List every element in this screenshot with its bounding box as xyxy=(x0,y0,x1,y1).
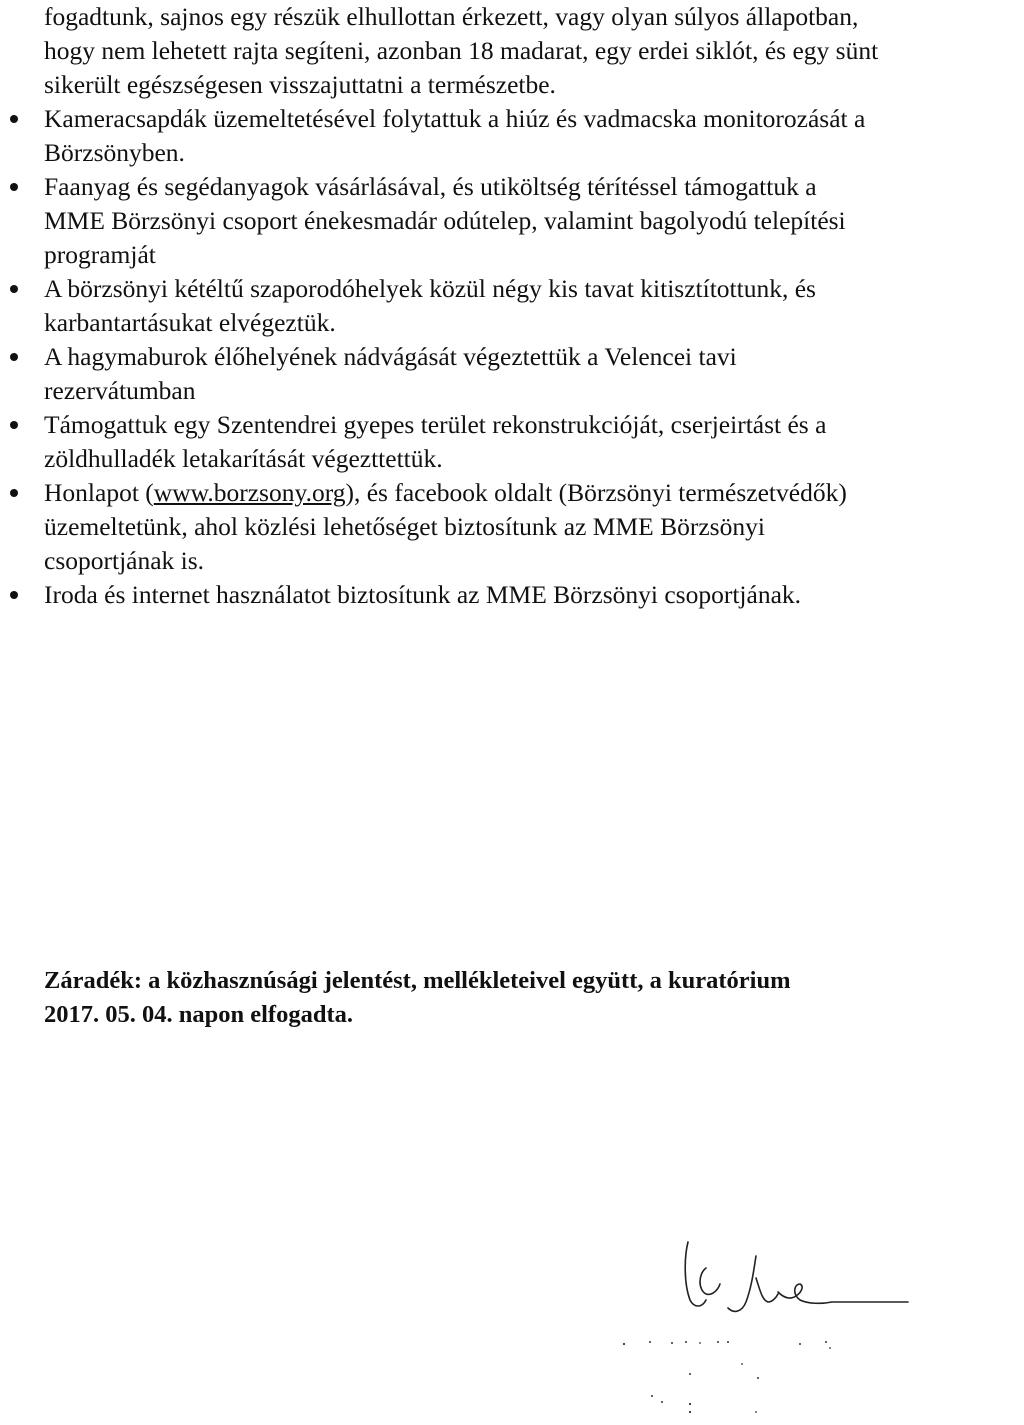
list-item xyxy=(44,340,1020,408)
list-item-text: Támogattuk egy Szentendrei gyepes terület rekonstrukcióját, cserjeirtást és a zöldhulladék letakarítását végezttettük. xyxy=(44,410,827,473)
bullet-icon xyxy=(10,285,18,293)
website-link[interactable]: www.borzsony.org xyxy=(153,478,346,507)
bullet-icon xyxy=(10,353,18,361)
list-item-text: Iroda és internet használatot biztosítunk az MME Börzsönyi csoportjának. xyxy=(44,580,802,609)
bullet-icon xyxy=(10,489,18,497)
website-text-after: ), és facebook oldalt (Börzsönyi természetvédők) üzemeltetünk, ahol közlési lehetőséget biztosítunk az MME Börzsönyi csoportjának is. xyxy=(44,478,847,575)
website-text-before: Honlapot ( xyxy=(44,478,154,507)
list-item-text: A börzsönyi kétéltű szaporodóhelyek közül négy kis tavat kitisztítottunk, és karbantartásukat elvégeztük. xyxy=(44,274,816,337)
bullet-icon xyxy=(10,421,18,429)
list-item-website xyxy=(44,476,1020,578)
bullet-icon xyxy=(10,591,18,599)
list-item xyxy=(44,272,1020,340)
list-item xyxy=(44,170,1020,272)
list-item-text: Faanyag és segédanyagok vásárlásával, és utiköltség térítéssel támogattuk a MME Börzsönyi csoport énekesmadár odútelep, valamint bagolyodú telepítési programját xyxy=(44,172,846,269)
list-item xyxy=(44,102,1020,170)
list-item xyxy=(44,408,1020,476)
bullet-icon xyxy=(10,183,18,191)
activity-list xyxy=(44,102,1020,612)
bullet-icon xyxy=(10,115,18,123)
report-body xyxy=(44,0,1020,612)
approval-clause: Záradék: a közhasznúsági jelentést, mellékleteivel együtt, a kuratórium 2017. 05. 04. napon elfogadta. xyxy=(44,967,791,1028)
list-item-text: Kameracsapdák üzemeltetésével folytattuk a hiúz és vadmacska monitorozását a Börzsönyben. xyxy=(44,104,866,167)
handwritten-signature-icon xyxy=(672,1228,932,1338)
scan-specks xyxy=(590,1330,850,1420)
list-item-text: A hagymaburok élőhelyének nádvágását végeztettük a Velencei tavi rezervátumban xyxy=(44,342,737,405)
intro-paragraph: fogadtunk, sajnos egy részük elhullottan érkezett, vagy olyan súlyos állapotban, hogy nem lehetett rajta segíteni, azonban 18 madarat, egy erdei siklót, és egy sünt sikerült egészségesen visszajuttatni a természetbe. xyxy=(44,2,879,99)
list-item xyxy=(44,578,1020,612)
